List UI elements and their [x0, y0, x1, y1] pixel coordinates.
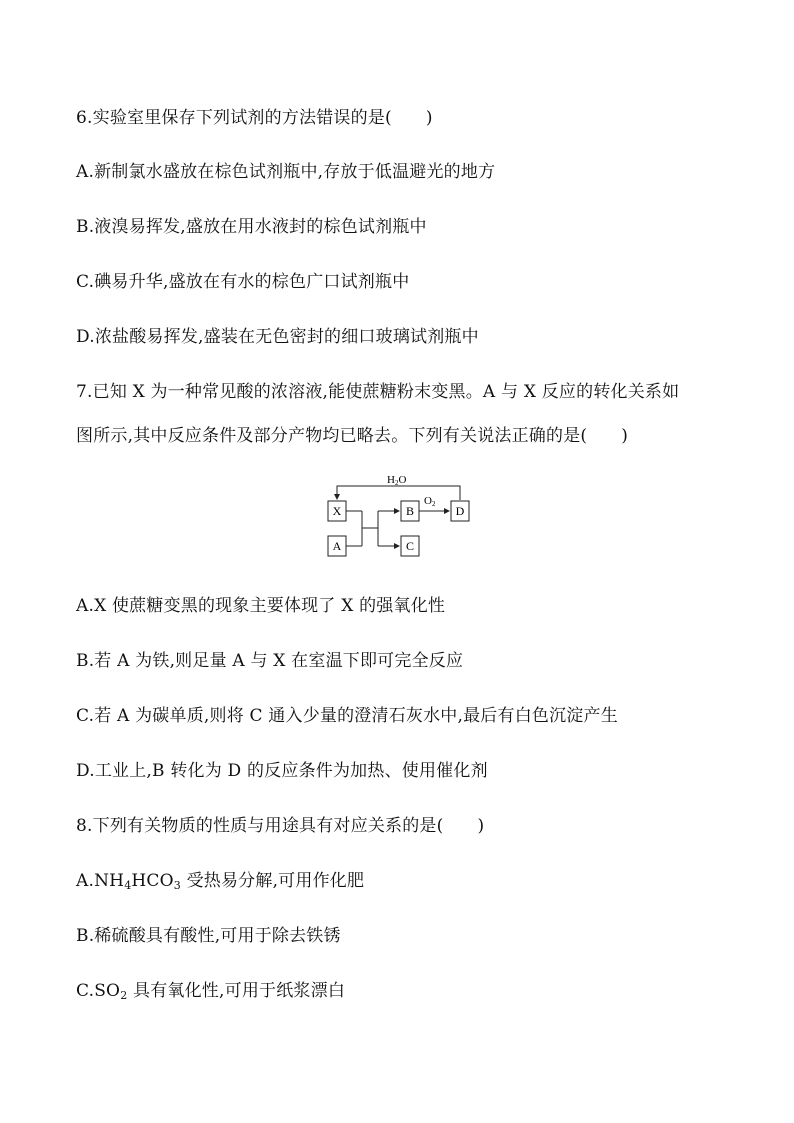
- q6-option-c: C.碘易升华,盛放在有水的棕色广口试剂瓶中: [76, 272, 410, 292]
- reaction-diagram: [320, 468, 480, 564]
- q8-close-paren: ): [477, 816, 485, 836]
- box-a-label: A: [332, 539, 342, 553]
- q6-option-b: B.液溴易挥发,盛放在用水液封的棕色试剂瓶中: [76, 217, 427, 237]
- o2-label: O2: [424, 495, 436, 508]
- q6-stem: [76, 107, 433, 129]
- box-c-label: C: [405, 539, 415, 553]
- h2o-label: H2O: [387, 474, 407, 487]
- q6-close-paren: ): [425, 108, 433, 128]
- q8-option-b: B.稀硫酸具有酸性,可用于除去铁锈: [76, 926, 341, 946]
- q7-option-c: C.若 A 为碳单质,则将 C 通入少量的澄清石灰水中,最后有白色沉淀产生: [76, 706, 618, 726]
- q8-stem: [76, 815, 484, 837]
- q7-stem-line2-text: 图所示,其中反应条件及部分产物均已略去。下列有关说法正确的是(: [76, 426, 588, 446]
- q7-stem-line1: 7.已知 X 为一种常见酸的浓溶液,能使蔗糖粉末变黑。A 与 X 反应的转化关系如: [76, 382, 680, 402]
- q8-option-a: $A.NH_4HCO_3$ 受热易分解,可用作化肥: [76, 871, 365, 892]
- q7-option-a: A.X 使蔗糖变黑的现象主要体现了 X 的强氧化性: [76, 596, 446, 616]
- box-x-label: X: [332, 504, 342, 518]
- q6-stem-text: 6.实验室里保存下列试剂的方法错误的是(: [76, 108, 392, 128]
- q7-option-d: D.工业上,B 转化为 D 的反应条件为加热、使用催化剂: [76, 761, 488, 781]
- q6-option-a: A.新制氯水盛放在棕色试剂瓶中,存放于低温避光的地方: [76, 162, 496, 182]
- q6-option-d: D.浓盐酸易挥发,盛装在无色密封的细口玻璃试剂瓶中: [76, 327, 479, 347]
- q7-stem-line2: [76, 425, 628, 447]
- box-d-label: D: [455, 504, 465, 518]
- q7-close-paren: ): [621, 426, 629, 446]
- q7-option-b: B.若 A 为铁,则足量 A 与 X 在室温下即可完全反应: [76, 651, 464, 671]
- h2o-return-arrow: [337, 486, 460, 500]
- q8-option-c: $C.SO_2$ 具有氧化性,可用于纸浆漂白: [76, 981, 346, 1002]
- q8-stem-text: 8.下列有关物质的性质与用途具有对应关系的是(: [76, 816, 444, 836]
- box-b-label: B: [405, 504, 415, 518]
